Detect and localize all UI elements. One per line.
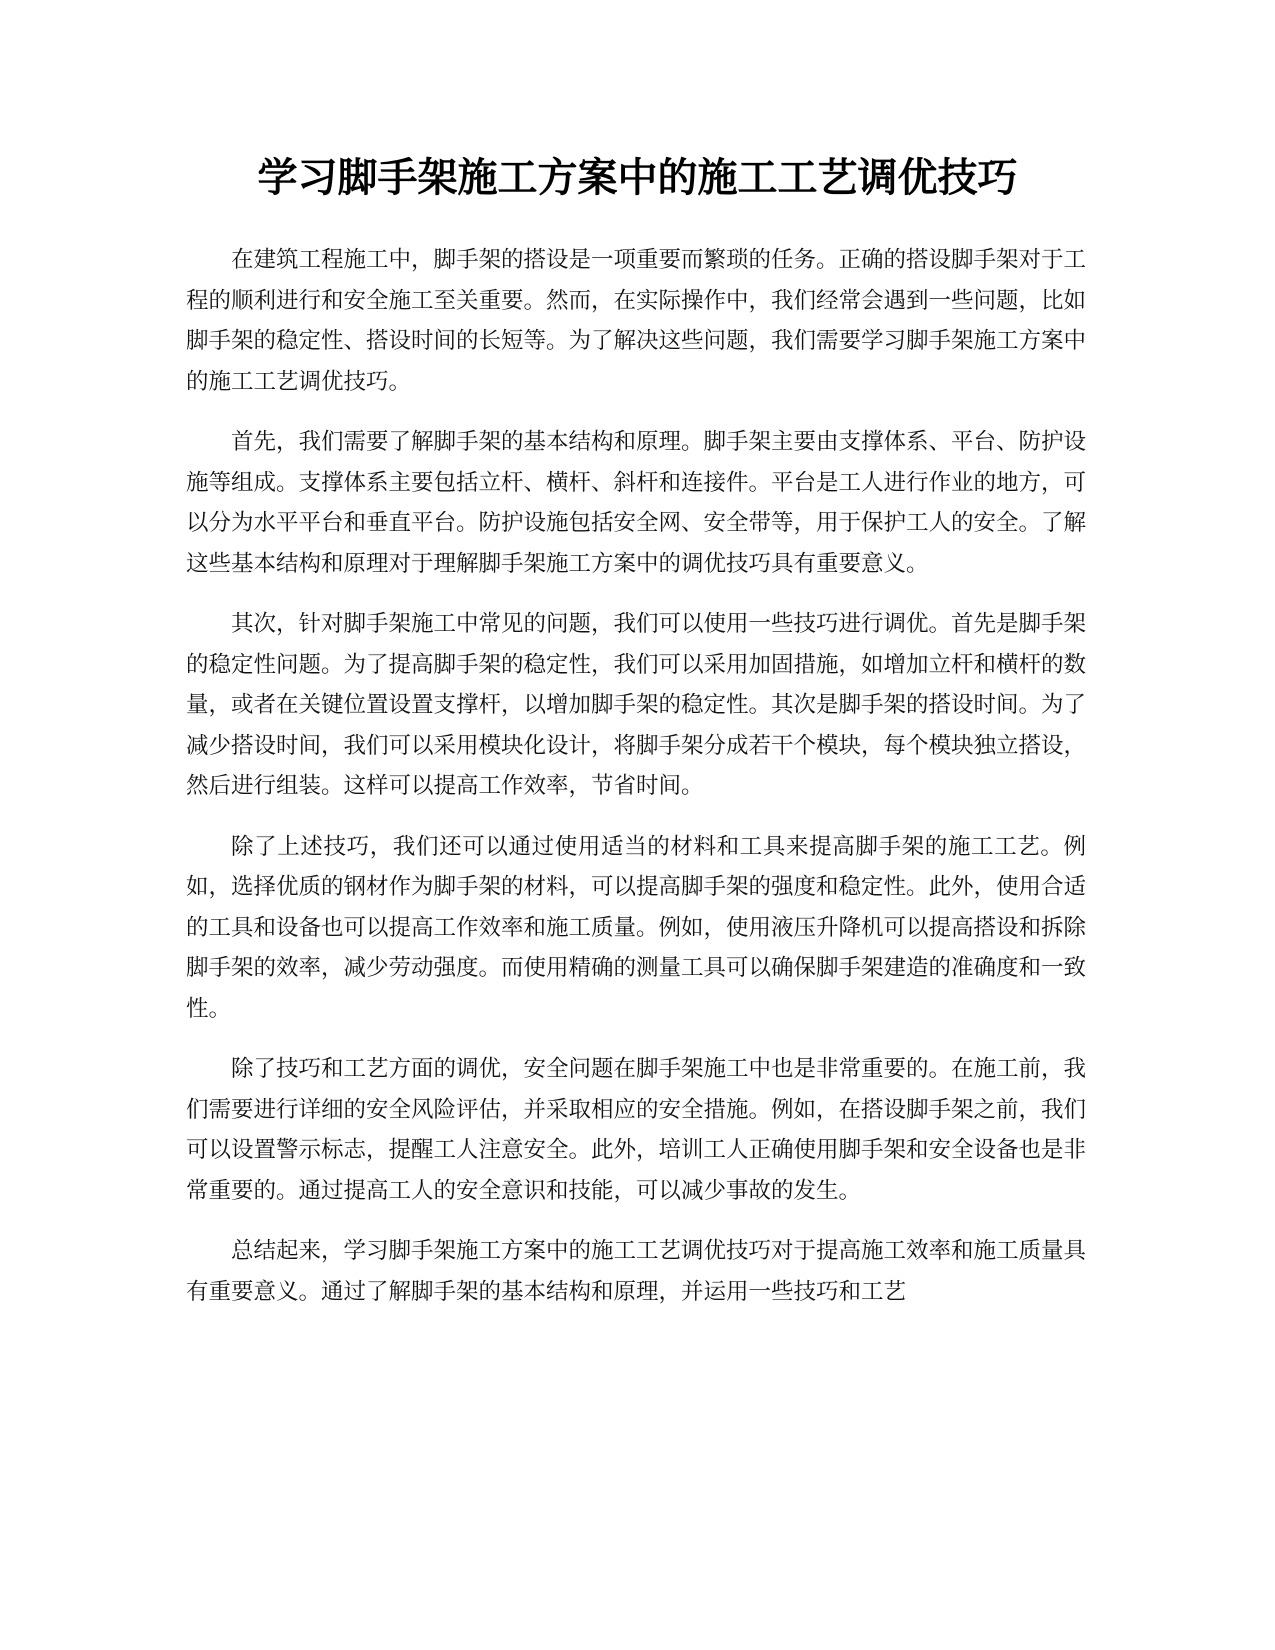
document-body (186, 240, 1086, 1332)
paragraph-2: 首先，我们需要了解脚手架的基本结构和原理。脚手架主要由支撑体系、平台、防护设施等组成。支撑体系主要包括立杆、横杆、斜杆和连接件。平台是工人进行作业的地方，可以分为水平平台和垂直平台。防护设施包括安全网、安全带等，用于保护工人的安全。了解这些基本结构和原理对于理解脚手架施工方案中的调优技巧具有重要意义。 (186, 429, 1087, 577)
paragraph-4: 除了上述技巧，我们还可以通过使用适当的材料和工具来提高脚手架的施工工艺。例如，选择优质的钢材作为脚手架的材料，可以提高脚手架的强度和稳定性。此外，使用合适的工具和设备也可以提高工作效率和施工质量。例如，使用液压升降机可以提高搭设和拆除脚手架的效率，减少劳动强度。而使用精确的测量工具可以确保脚手架建造的准确度和一致性。 (186, 833, 1087, 1022)
paragraph-5: 除了技巧和工艺方面的调优，安全问题在脚手架施工中也是非常重要的。在施工前，我们需要进行详细的安全风险评估，并采取相应的安全措施。例如，在搭设脚手架之前，我们可以设置警示标志，提醒工人注意安全。此外，培训工人正确使用脚手架和安全设备也是非常重要的。通过提高工人的安全意识和技能，可以减少事故的发生。 (186, 1056, 1087, 1204)
document-title: 学习脚手架施工方案中的施工工艺调优技巧 (257, 155, 1018, 201)
paragraph-3: 其次，针对脚手架施工中常见的问题，我们可以使用一些技巧进行调优。首先是脚手架的稳定性问题。为了提高脚手架的稳定性，我们可以采用加固措施，如增加立杆和横杆的数量，或者在关键位置设置支撑杆，以增加脚手架的稳定性。其次是脚手架的搭设时间。为了减少搭设时间，我们可以采用模块化设计，将脚手架分成若干个模块，每个模块独立搭设，然后进行组装。这样可以提高工作效率，节省时间。 (186, 611, 1087, 799)
paragraph-1: 在建筑工程施工中，脚手架的搭设是一项重要而繁琐的任务。正确的搭设脚手架对于工程的顺利进行和安全施工至关重要。然而，在实际操作中，我们经常会遇到一些问题，比如脚手架的稳定性、搭设时间的长短等。为了解决这些问题，我们需要学习脚手架施工方案中的施工工艺调优技巧。 (186, 247, 1087, 395)
paragraph-6: 总结起来，学习脚手架施工方案中的施工工艺调优技巧对于提高施工效率和施工质量具有重要意义。通过了解脚手架的基本结构和原理，并运用一些技巧和工艺 (186, 1238, 1087, 1305)
